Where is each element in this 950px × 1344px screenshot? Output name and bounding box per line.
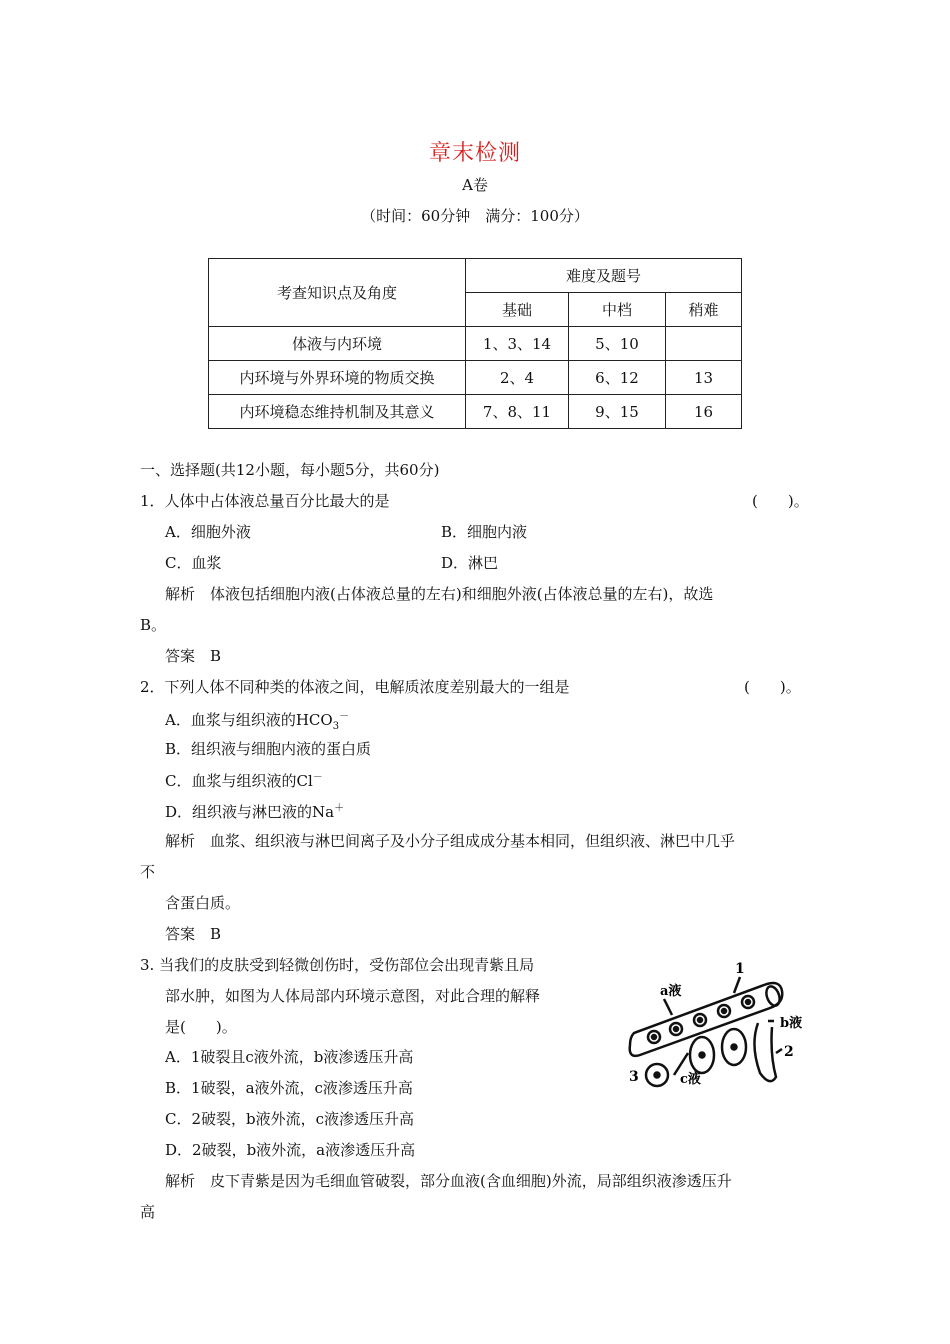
table-cell-hard <box>666 327 742 361</box>
table-header-topic: 考查知识点及角度 <box>209 259 466 327</box>
table-cell-mid: 6、12 <box>569 361 666 395</box>
q2-option-d: D．组织液与淋巴液的Na＋ <box>165 803 345 821</box>
figure-label-a: a液 <box>660 984 682 999</box>
page-title: 章末检测 <box>428 141 521 166</box>
q2-analysis-cont2: 含蛋白质。 <box>165 894 241 912</box>
figure-label-1: 1 <box>735 961 745 977</box>
table-cell-mid: 5、10 <box>569 327 666 361</box>
q3-stem: 3. 当我们的皮肤受到轻微创伤时，受伤部位会出现青紫且局 <box>140 956 535 974</box>
q3-analysis-cont: 高 <box>140 1203 156 1221</box>
q1-analysis-cont: B。 <box>140 616 167 634</box>
q1-stem: 1．人体中占体液总量百分比最大的是 <box>140 492 390 510</box>
volume-label: A卷 <box>462 176 488 194</box>
q1-analysis: 解析 体液包括细胞内液(占体液总量的左右)和细胞外液(占体液总量的左右)，故选 <box>165 585 714 603</box>
figure-label-2: 2 <box>784 1044 794 1060</box>
q3-stem-2: 部水肿，如图为人体局部内环境示意图，对此合理的解释 <box>165 987 541 1005</box>
table-cell-hard: 16 <box>666 395 742 429</box>
q1-paren: ( )。 <box>752 492 809 510</box>
table-cell-topic: 内环境稳态维持机制及其意义 <box>209 395 466 429</box>
q3-option-b: B．1破裂，a液外流，c液渗透压升高 <box>165 1079 413 1097</box>
q2-option-b: B．组织液与细胞内液的蛋白质 <box>165 740 372 758</box>
figure-label-b: b液 <box>780 1016 803 1031</box>
q1-option-d: D．淋巴 <box>441 554 499 572</box>
table-header-basic: 基础 <box>466 293 569 327</box>
table-row <box>209 361 742 395</box>
table-cell-topic: 内环境与外界环境的物质交换 <box>209 361 466 395</box>
section-heading: 一、选择题(共12小题，每小题5分，共60分) <box>140 461 440 479</box>
knowledge-table <box>208 258 742 429</box>
figure-label-3: 3 <box>629 1069 639 1085</box>
q3-option-a: A．1破裂且c液外流，b液渗透压升高 <box>165 1048 414 1066</box>
table-cell-mid: 9、15 <box>569 395 666 429</box>
table-row <box>209 395 742 429</box>
table-cell-topic: 体液与内环境 <box>209 327 466 361</box>
q2-option-c: C．血浆与组织液的Cl－ <box>165 772 323 790</box>
q3-option-d: D．2破裂，b液外流，a液渗透压升高 <box>165 1141 416 1159</box>
table-cell-basic: 7、8、11 <box>466 395 569 429</box>
q2-paren: ( )。 <box>744 678 801 696</box>
q2-stem: 2．下列人体不同种类的体液之间，电解质浓度差别最大的一组是 <box>140 678 570 696</box>
q3-option-c: C．2破裂，b液外流，c液渗透压升高 <box>165 1110 415 1128</box>
q3-stem-3: 是( )。 <box>165 1018 237 1036</box>
table-header-mid: 中档 <box>569 293 666 327</box>
q3-analysis: 解析 皮下青紫是因为毛细血管破裂，部分血液(含血细胞)外流，局部组织液渗透压升 <box>165 1172 732 1190</box>
q1-option-b: B．细胞内液 <box>441 523 528 541</box>
table-header-hard: 稍难 <box>666 293 742 327</box>
q2-answer: 答案 B <box>165 925 222 943</box>
table-row <box>209 327 742 361</box>
q1-option-c: C．血浆 <box>165 554 222 572</box>
q2-analysis: 解析 血浆、组织液与淋巴间离子及小分子组成成分基本相同，但组织液、淋巴中几乎 <box>165 832 736 850</box>
internal-environment-figure <box>624 955 814 1095</box>
table-header-difficulty: 难度及题号 <box>466 259 742 293</box>
table-cell-basic: 1、3、14 <box>466 327 569 361</box>
exam-meta: （时间：60分钟 满分：100分） <box>361 207 589 225</box>
figure-label-c: c液 <box>680 1072 701 1087</box>
table-cell-basic: 2、4 <box>466 361 569 395</box>
q2-analysis-cont: 不 <box>140 863 156 881</box>
table-cell-hard: 13 <box>666 361 742 395</box>
q2-option-a: A．血浆与组织液的$HCO_3^-$ <box>165 711 350 732</box>
q1-option-a: A．细胞外液 <box>165 523 251 541</box>
q1-answer: 答案 B <box>165 647 222 665</box>
